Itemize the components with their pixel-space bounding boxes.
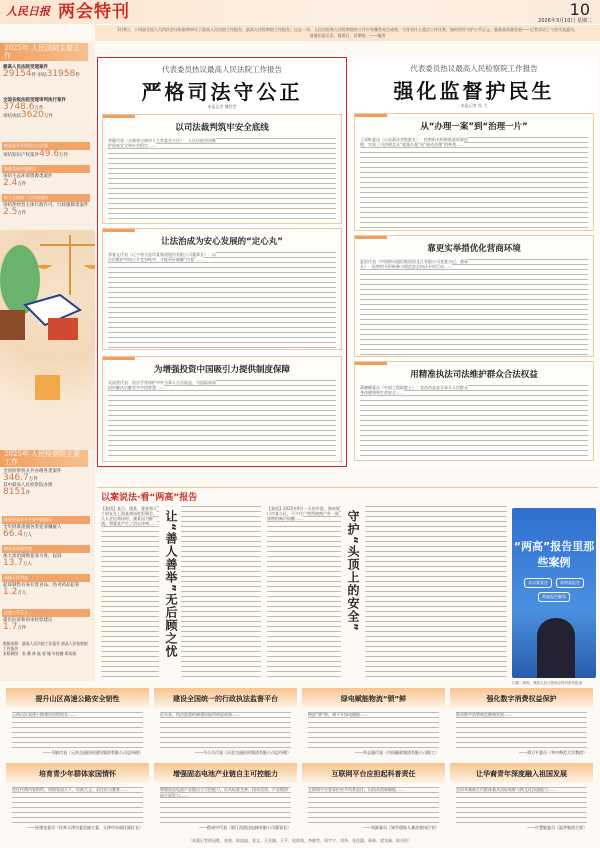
article-kicker: 代表委员热议最高人民检察院工作报告	[410, 64, 538, 73]
presenter-image	[537, 618, 575, 678]
case-study-section	[97, 487, 598, 685]
column-title: 培育青少年群体家国情怀	[6, 763, 149, 783]
poster-button: 看两高报告	[556, 578, 584, 588]
column-source: ——毕志强代表（中国邮政集团有限公司职工）	[355, 750, 439, 755]
section-heading: 靠更实举措优化营商环境	[427, 244, 521, 254]
stat-item: 全年批准逮捕各类犯罪嫌疑人 66.4万人	[3, 525, 62, 539]
column-title: 让华裔青年深度融入祖国发展	[450, 763, 593, 783]
column-title: 互联网平台应担起科普责任	[302, 763, 445, 783]
section-body: 夏滨代表（中国移动通信集团黑龙江有限公司党委书记、董事长）：检察机关积极参与规范涉企执法专项行动……	[360, 259, 468, 269]
article-byline: 本报记者 魏哲哲	[207, 104, 237, 109]
column-body: 优化经典内容供给，厚植家国天下、民族大义、责任担当教育……	[12, 787, 143, 825]
column-title: 提升山区高速公路安全韧性	[6, 688, 149, 708]
story-body: 【案情】某日，潘某、曹某和几个朋友在上海某商场吃饭聚会。几人走出商场时，潘某因为醉酒，和曹某产生了语言冲突……	[101, 506, 159, 678]
section-body: 王成彬委员（山东政法学院院长）：检察机关积极推进诉源治理，实现了司法理念从“就案办案”向“能动治理”的转变……	[360, 137, 468, 147]
stat-tag: 助力全国统一大市场建设	[2, 194, 90, 202]
article-section	[102, 228, 342, 350]
stat-item: 全国检察机关共办理各类案件 346.7万件 其中最高人民检察院办理 8151件	[3, 469, 62, 497]
column-body: 推动数字消费规范健康发展……	[456, 712, 587, 750]
data-source: 数据来源：最高人民法院工作报告 最高人民检察院工作报告 本版制图：张 璐 林 磊 郭 铖 叶桂德 郑英娟	[3, 641, 88, 656]
column-body: 互联网平台要承担更多科普责任，以技术创新赋能……	[308, 787, 439, 825]
story-headline: 让“善人善举”无后顾之忧	[164, 510, 178, 658]
opinion-column	[450, 763, 593, 838]
court-report-article	[97, 57, 347, 467]
column-body: 会同华裔新生代群体兼具国际视野与跨文化沟通能力……	[456, 787, 587, 825]
section-body: 吴国营代表：依法平等保护中外当事人合法权益，为国际商事纠纷解决贡献更多中国智慧……	[108, 380, 216, 390]
procuratorate-heading: 2025年 人民检察院主要工作	[0, 449, 88, 467]
newspaper-logo: 人民日报	[6, 5, 50, 18]
stat-tag: 服务美丽中国建设	[2, 165, 90, 173]
procuratorate-report-article	[350, 57, 598, 467]
issue-date: 2026年3月10日 星期二	[538, 18, 592, 24]
article-headline: 强化监督护民生	[393, 79, 555, 103]
article-section	[354, 113, 594, 231]
stat-tag: 保障人民利益	[2, 574, 90, 582]
section-body: 蒋晓峰委员（中国工程院院士）：食品药品安全事关人民群众身体健康和生命安全……	[360, 385, 468, 395]
story-body: 【案情】2025年9月一天的早晨，海南海口市某小区，不少住户突然被窗户外一阵落物的响声惊醒……	[267, 506, 341, 678]
opinion-column	[154, 763, 297, 838]
section-title: 两会特刊	[58, 2, 130, 22]
justice-scale-illustration	[0, 230, 95, 450]
editor-intro: 3月9日，十四届全国人大四次会议听取和审议了最高人民法院工作报告、最高人民检察院工作报告。过去一年，人民法院和人民检察院的工作中有哪些亮点成效，今年有什么重点工作任务，如何更好守护公平正义，服务高质量发展——记者采访了与会代表委员，请他们谈认识、提建议、话期待。——编者	[95, 25, 600, 41]
poster-button: 两高报告解读	[538, 592, 570, 602]
masthead	[0, 0, 600, 24]
poster-caption: 扫描二维码，观看人民日报两会特刊系列报道	[512, 681, 582, 685]
stat-item: 提出抗诉和再审检察建议 1.7万件	[3, 618, 53, 632]
column-source: ——程成中代表（浙江西奥达电梯有限公司董事长）	[199, 825, 291, 830]
opinion-column	[6, 688, 149, 763]
article-headline: 严格司法守公正	[141, 80, 303, 104]
column-title: 强化数字消费权益保护	[450, 688, 593, 708]
column-body: 近年来，执法监督机制建设取得明显成效……	[160, 712, 291, 750]
article-section	[354, 235, 594, 357]
video-poster[interactable]	[512, 508, 596, 678]
section-body: 李静代表（吉林省吉林市人大常委会主任）：人民法院坚决维护国家安全和社会稳定……	[108, 138, 216, 148]
section-heading: 从“办理一案”到“治理一片”	[420, 122, 528, 132]
stat-tag: 推进更高水平平安中国建设	[2, 516, 90, 524]
article-section	[354, 361, 594, 461]
article-kicker: 代表委员热议最高人民法院工作报告	[162, 65, 282, 74]
section-body: 李春文代表（辽宁省大连市某集团股份有限公司董事长）：以法治维护市场公平竞争秩序，才能更好破解“内卷”……	[108, 252, 216, 262]
section-heading: 让法治成为安心发展的“定心丸”	[161, 237, 283, 247]
column-source: ——周源委员（知乎创始人兼首席执行官）	[363, 825, 439, 830]
court-heading: 2025年 人民法院主要工作	[0, 43, 88, 61]
opinion-column	[154, 688, 297, 763]
column-body: 增强固态电池产业链自主可控能力，应从标准完善、技术攻坚、产业链协同方面发力……	[160, 787, 291, 825]
section-heading: 用精准执法司法维护群众合法权益	[410, 370, 538, 380]
poster-title: “两高”报告里那些案例	[513, 540, 595, 569]
section-heading: 以司法裁判筑牢安全底线	[175, 123, 269, 133]
reporter-credits: （本版记者黄冠胜、金媛、陈诺迪、张文、王若涵、王平、赵欣萌、李晓雪、周宇宁、刘华、张佳惠、蒋林、梁龙瑞、陈丹怡）	[188, 838, 412, 843]
stat-item: 审结生态环境资源类案件 2.4万件	[3, 174, 53, 188]
column-source: ——马敏代表（云南交通投资建设集团有限公司总经理）	[43, 750, 143, 755]
stat-item: 最高人民法院受理案件 29154件 审结31958件	[3, 65, 80, 79]
opinion-column	[302, 763, 445, 838]
opinion-column	[450, 688, 593, 763]
stat-item: 加大惩治腐败犯罪力度，起诉 13.7万人	[3, 554, 62, 568]
stat-item: 全国各级法院受理审判执行案件 3748.6万件 审结执结3620万件	[3, 98, 66, 120]
column-source: ——许慧敏委员（温华集团主席）	[527, 825, 587, 830]
article-byline: 本报记者 倪 弋	[460, 103, 488, 108]
column-body: 云南山区高速公路建设里程较长……	[12, 712, 143, 750]
section-heading: 为增强投资中国吸引力提供制度保障	[153, 365, 290, 375]
page-number: 10	[569, 0, 590, 19]
column-title: 增强固态电池产业链自主可控能力	[154, 763, 297, 783]
column-body: 物流“锁”鲜，离不开绿电赋能……	[308, 712, 439, 750]
column-source: ——马小兵代表（河北交通投资集团有限公司总经理）	[195, 750, 291, 755]
stat-tag: 推进高水平科技自立自强	[2, 142, 90, 150]
column-title: 绿电赋能物流“锁”鲜	[302, 688, 445, 708]
article-section	[102, 114, 342, 224]
column-source: ——孙建龙委员（民革天津市委会副主委、天津市东丽区副区长）	[27, 825, 143, 830]
stat-tag: 促进公平正义	[2, 609, 90, 617]
story-body-continued	[365, 506, 507, 678]
stat-tag: 服务高质量发展	[2, 545, 90, 553]
story-body-continued	[181, 506, 261, 678]
column-title: 建设全国统一的行政执法监督平台	[154, 688, 297, 708]
column-source: ——谭卫平委员（华中师范大学教授）	[519, 750, 587, 755]
case-section-title: 以案说法·看“两高”报告	[101, 493, 198, 503]
poster-button: 从以案说法	[524, 578, 552, 588]
opinion-column	[302, 688, 445, 763]
stat-item: 起诉制售有毒有害食品、伪劣药品犯罪 1.2万人	[3, 583, 80, 597]
article-section	[102, 356, 342, 462]
stat-item: 审结知识产权案件49.6万件	[3, 149, 69, 159]
opinion-column	[6, 763, 149, 838]
stat-item: 审结涉经营主体行政许可、行政强制类案件2.5万件	[3, 203, 89, 217]
story-headline: 守护“头顶上的安全”	[346, 510, 360, 632]
